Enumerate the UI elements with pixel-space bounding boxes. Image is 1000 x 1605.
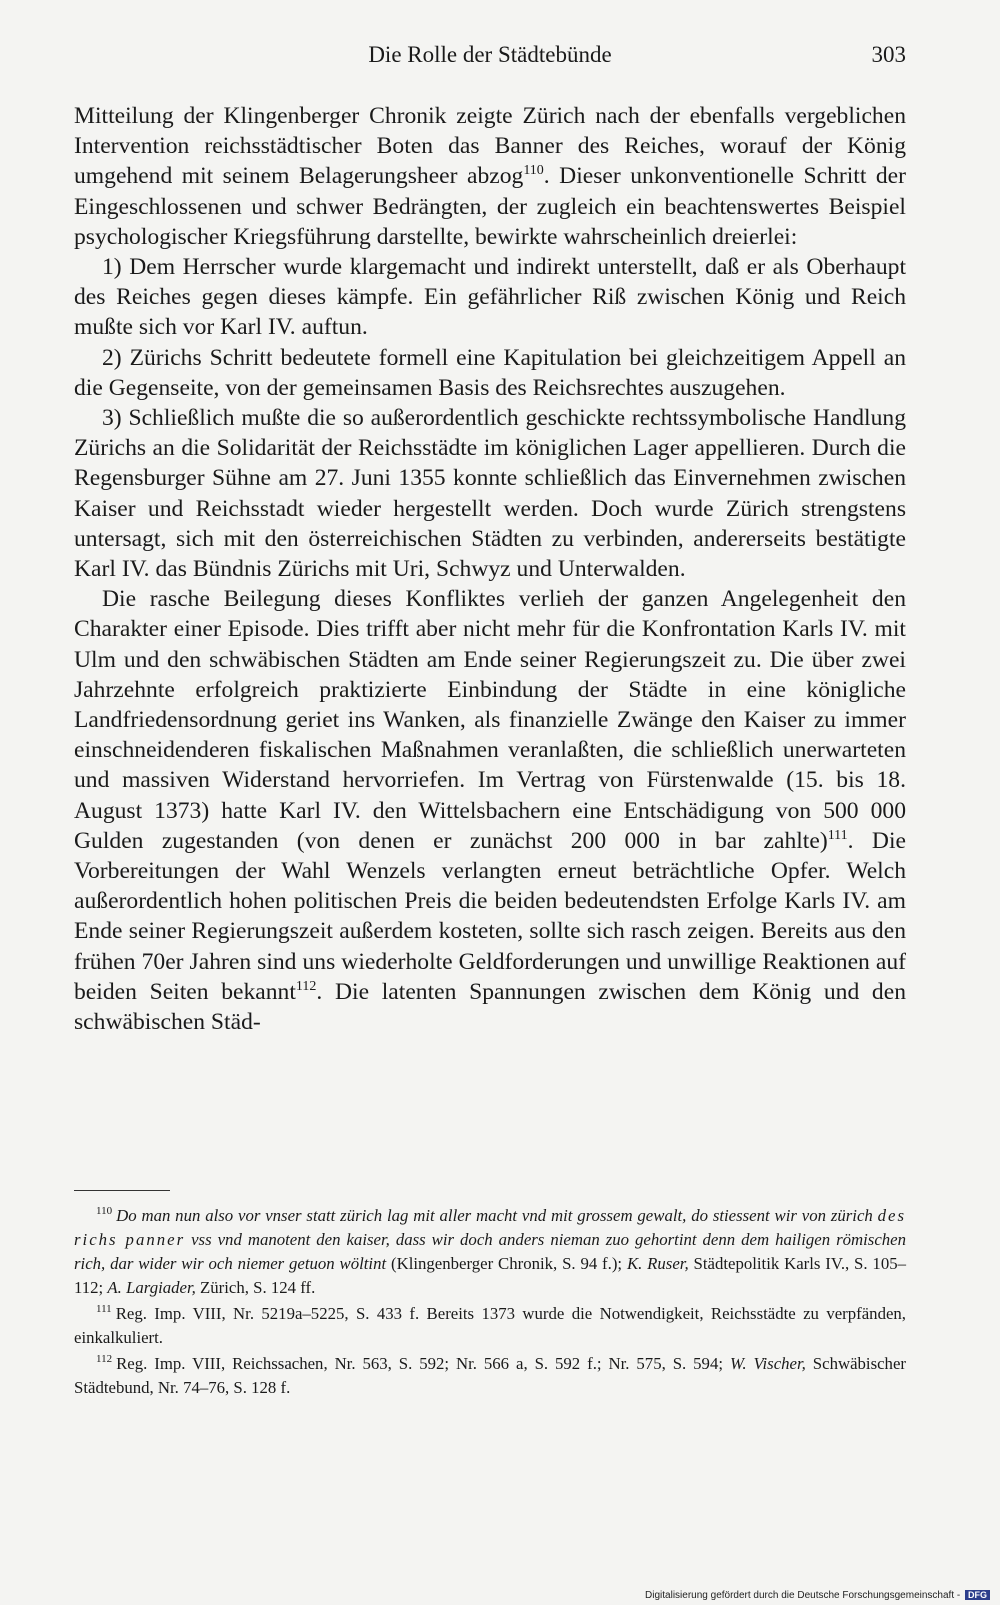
footnote-text: Reg. Imp. VIII, Reichssachen, Nr. 563, S. 592; Nr. 566 a, S. 592 f.; Nr. 575, S. 594; bbox=[116, 1354, 730, 1373]
page-number: 303 bbox=[871, 42, 906, 67]
paragraph-1-text-a: Mitteilung der Klingenberger Chronik zeigte Zürich nach der ebenfalls vergeblichen Intervention reichsstädtischer Boten das Banner des Reiches, worauf der König umgehend mit seinem Belagerungsheer abzog bbox=[74, 103, 906, 190]
footnote-author: K. Ruser, bbox=[626, 1254, 689, 1273]
paragraph-1 bbox=[74, 101, 906, 252]
footnote-ref-111[interactable]: 111 bbox=[827, 828, 848, 844]
dfg-logo: DFG bbox=[965, 1590, 990, 1600]
paragraph-point-3: 3) Schließlich mußte die so außerordentlich geschickte rechtssymbolische Handlung Zürichs an die Solidarität der Reichsstädte im königlichen Lager appellieren. Durch die Regensburger Sühne am 27. Juni 1355 konnte schließlich das Einvernehmen zwischen Kaiser und Reichsstadt wieder hergestellt werden. Doch wurde Zürich strengstens untersagt, sich mit den österreichischen Städten zu verbinden, andererseits bestätigte Karl IV. das Bündnis Zürichs mit Uri, Schwyz und Unterwalden. bbox=[74, 405, 906, 583]
running-head bbox=[74, 42, 906, 72]
footnote-author: A. Largiader, bbox=[107, 1278, 196, 1297]
paragraph-point-1: 1) Dem Herrscher wurde klargemacht und indirekt unterstellt, daß er als Oberhaupt des Reiches gegen dieses kämpfe. Ein gefährlicher Riß zwischen König und Reich mußte sich vor Karl IV. auftun. bbox=[74, 254, 906, 341]
footnote-text: Zürich, S. 124 ff. bbox=[195, 1278, 316, 1297]
footnote-112 bbox=[74, 1352, 906, 1400]
footnote-ref-112[interactable]: 112 bbox=[295, 979, 317, 995]
footnote-number: 112 bbox=[96, 1353, 113, 1366]
footnote-quote-spaced: des richs panner bbox=[74, 1206, 906, 1249]
footnotes bbox=[74, 1204, 906, 1402]
footnote-divider bbox=[74, 1190, 170, 1191]
paragraph-1-text-b: . Dieser unkonventionelle Schritt der Eingeschlossenen und schwer Bedrängten, der zugleich ein beachtenswertes Beispiel psychologischer Kriegsführung darstellte, bewirkte wahrscheinlich dreierlei: bbox=[74, 163, 906, 250]
paragraph-5-text-a: Die rasche Beilegung dieses Konfliktes verlieh der ganzen Angelegenheit den Charakter einer Episode. Dies trifft aber nicht mehr für die Konfrontation Karls IV. mit Ulm und den schwäbischen Städten am Ende seiner Regierungszeit zu. Die über zwei Jahrzehnte erfolgreich praktizierte Einbindung der Städte in eine königliche Landfriedensordnung geriet ins Wanken, als finanzielle Zwänge den Kaiser zu immer einschneidenderen fiskalischen Maßnahmen veranlaßten, die schließlich unerwarteten und massiven Widerstand hervorriefen. Im Vertrag von Fürstenwalde (15. bis 18. August 1373) hatte Karl IV. den Wittelsbachern eine Entschädigung von 500 000 Gulden zugestanden (von denen er zunächst 200 000 in bar zahlte) bbox=[74, 586, 906, 854]
footnote-ref-110[interactable]: 110 bbox=[523, 163, 544, 179]
footnote-author: W. Vischer, bbox=[729, 1354, 806, 1373]
footnote-number: 110 bbox=[96, 1205, 113, 1218]
main-text bbox=[74, 101, 906, 1037]
footnote-text: Reg. Imp. VIII, Nr. 5219a–5225, S. 433 f. Bereits 1373 wurde die Notwendigkeit, Reichsstädte zu verpfänden, einkalkuliert. bbox=[74, 1304, 906, 1347]
digitization-credit bbox=[645, 1590, 990, 1601]
footnote-text: Schwäbischer Städtebund, Nr. 74–76, S. 128 f. bbox=[74, 1354, 906, 1397]
paragraph-point-2: 2) Zürichs Schritt bedeutete formell eine Kapitulation bei gleichzeitigem Appell an die Gegenseite, von der gemeinsamen Basis des Reichsrechtes auszugehen. bbox=[74, 344, 906, 401]
footnote-111 bbox=[74, 1302, 906, 1350]
credit-text: Digitalisierung gefördert durch die Deutsche Forschungsgemeinschaft - bbox=[645, 1590, 961, 1601]
footnote-quote: Do man nun also vor vnser statt zürich lag mit aller macht vnd mit grossem gewalt, do stiessent wir von zürich bbox=[116, 1206, 878, 1225]
book-page bbox=[74, 0, 906, 1605]
running-head-title: Die Rolle der Städtebünde bbox=[368, 42, 612, 67]
paragraph-5-text-b: . Die Vorbereitungen der Wahl Wenzels verlangten erneut beträchtliche Opfer. Welch außerordentlich hohen politischen Preis die beiden bedeutendsten Erfolge Karls IV. am Ende seiner Regierungszeit außerdem kosteten, sollte sich rasch zeigen. Bereits aus den frühen 70er Jahren sind uns wiederholte Geldforderungen und unwillige Reaktionen auf beiden Seiten bekannt bbox=[74, 827, 906, 1005]
footnote-text: Städtepolitik Karls IV., S. 105–112; bbox=[74, 1254, 906, 1297]
paragraph-5-text-c: . Die latenten Spannungen zwischen dem König und den schwäbischen Städ- bbox=[74, 978, 906, 1036]
footnote-text: (Klingenberger Chronik, S. 94 f.); bbox=[386, 1254, 627, 1273]
footnote-110 bbox=[74, 1204, 906, 1300]
footnote-number: 111 bbox=[96, 1303, 112, 1316]
footnote-quote: vss vnd manotent den kaiser, dass wir doch anders nieman zuo gehortint denn dem hailigen römischen rich, dar wider wir och niemer getuon wöltint bbox=[74, 1230, 906, 1273]
paragraph-5 bbox=[74, 584, 906, 1037]
